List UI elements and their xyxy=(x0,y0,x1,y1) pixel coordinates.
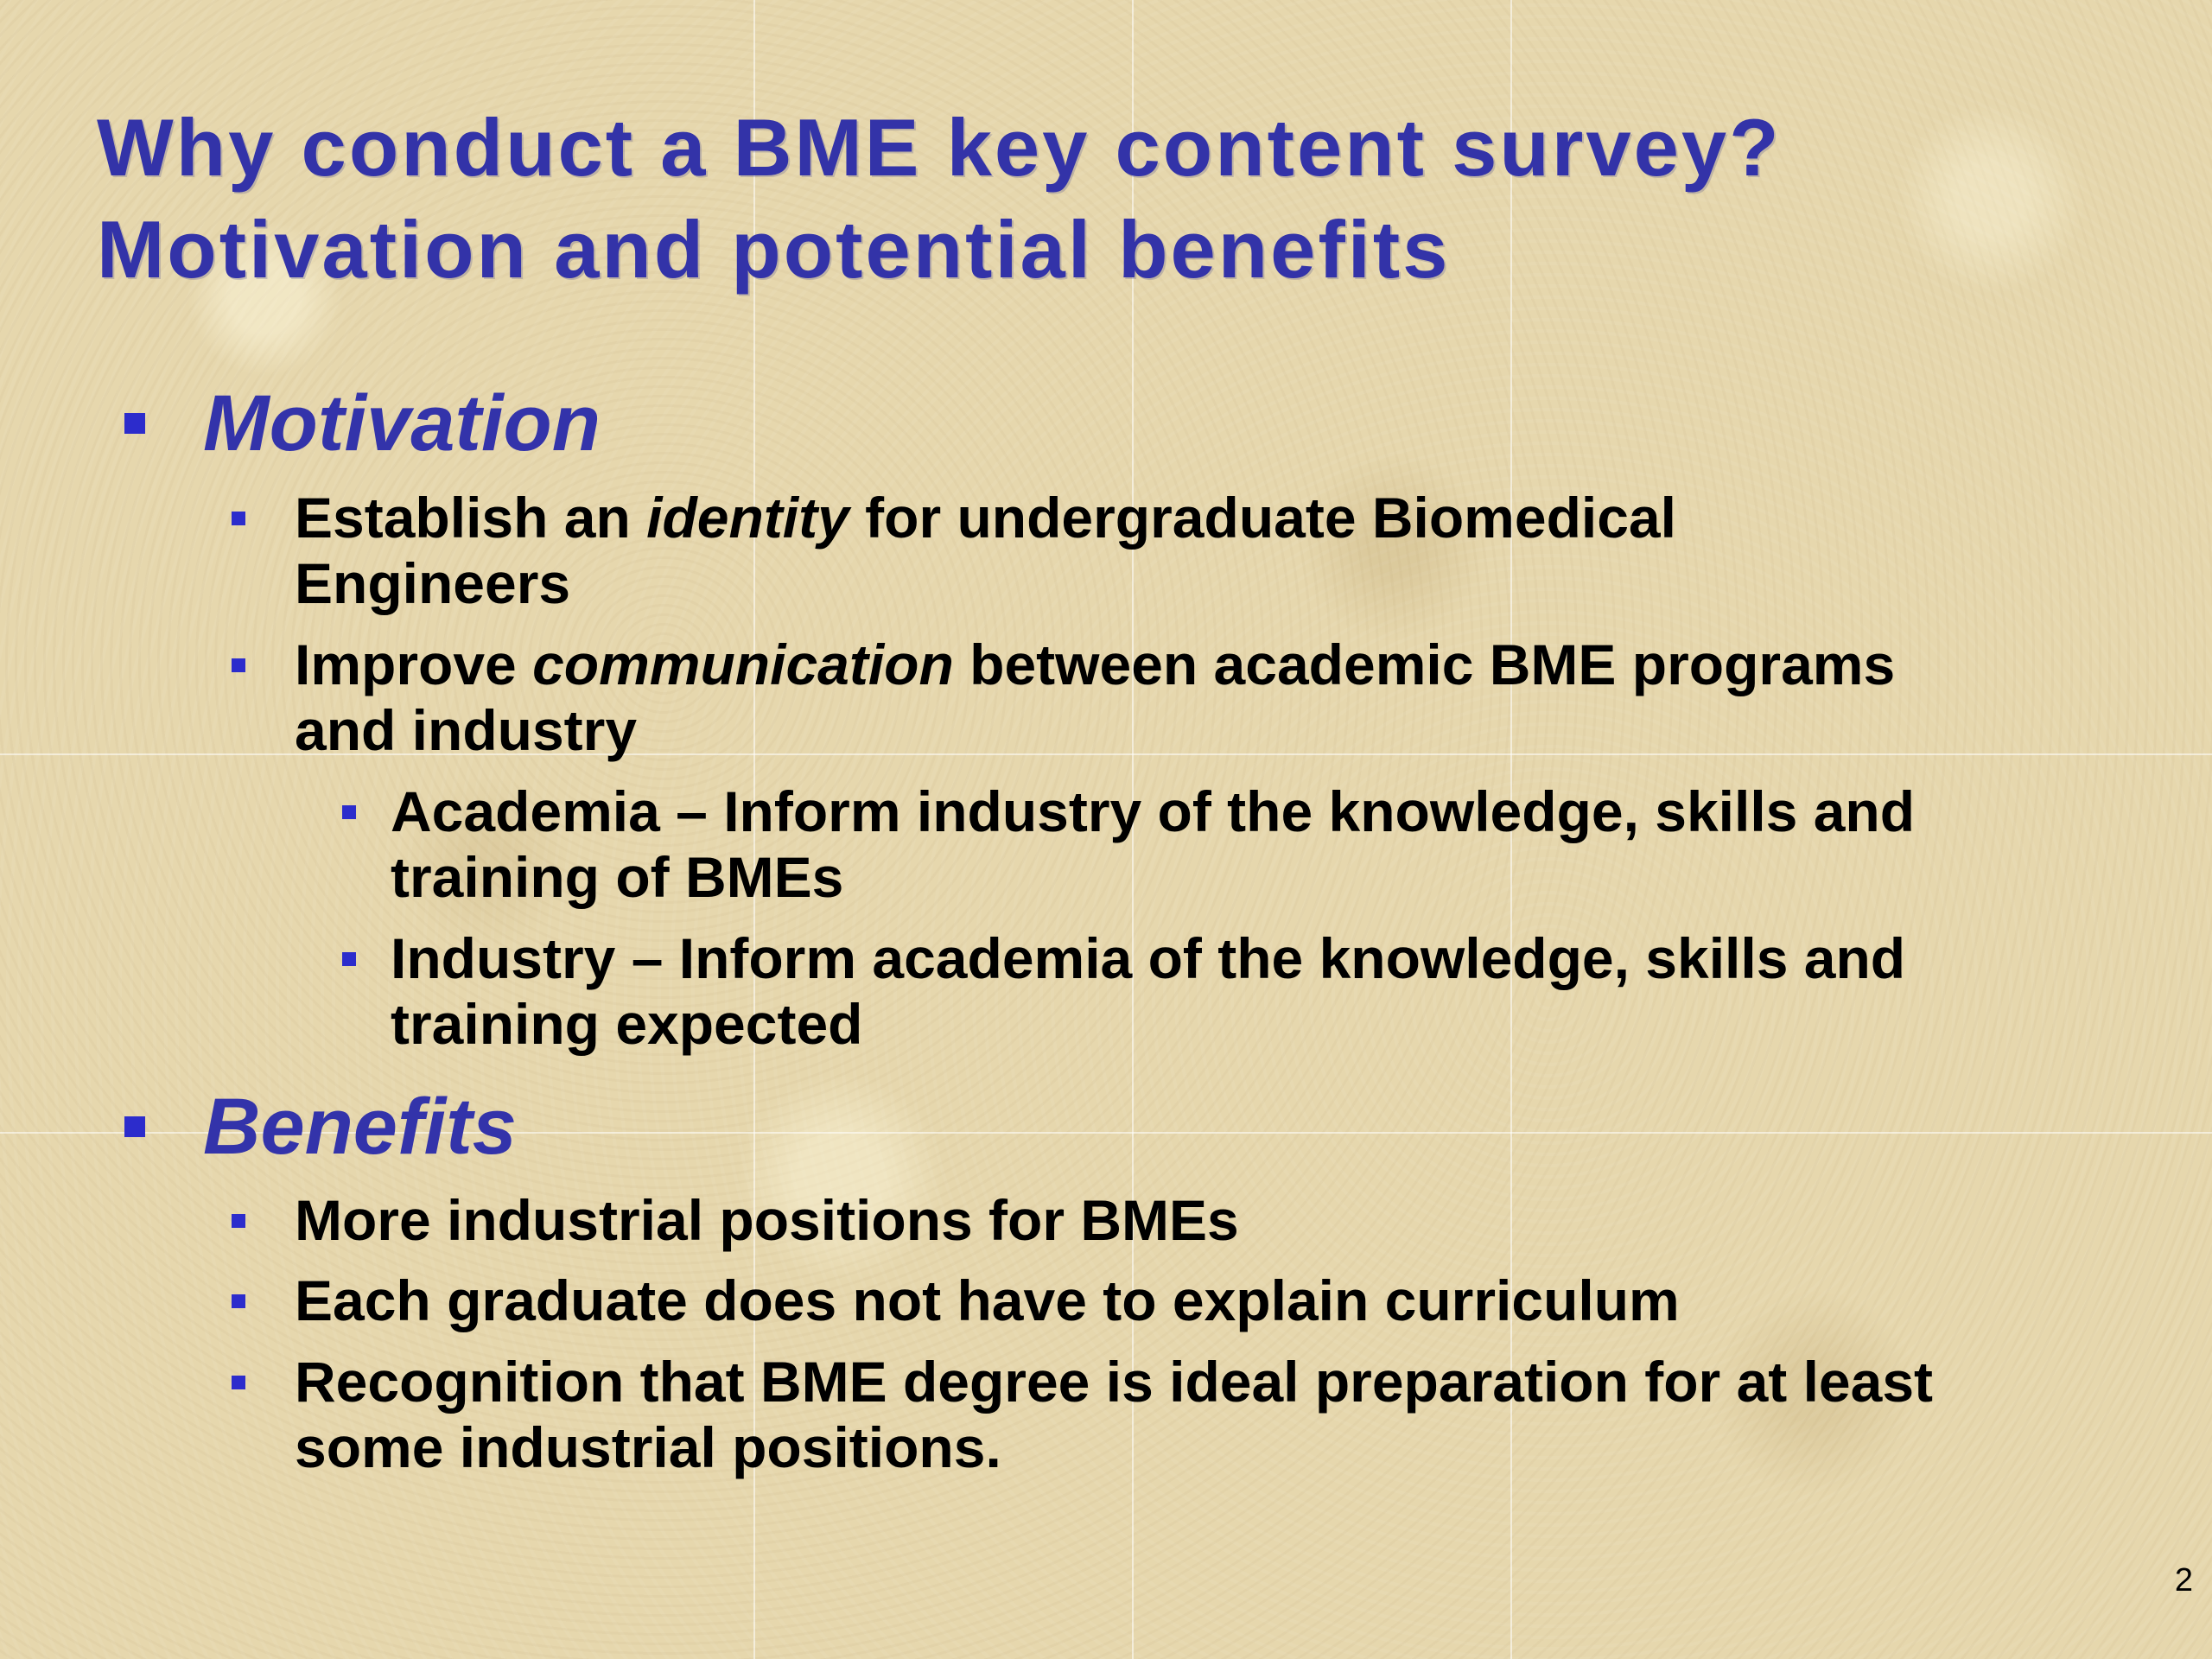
text-line-1: Industry – Inform academia of the knowledge, skills and xyxy=(391,926,1906,990)
motivation-subitem-text xyxy=(391,925,2188,1057)
bullet-square-icon xyxy=(342,952,356,966)
text-line-1: Academia – Inform industry of the knowledge, skills and xyxy=(391,779,1916,843)
bullet-square-icon xyxy=(232,512,245,525)
bullet-square-icon xyxy=(124,413,145,434)
page-number: 2 xyxy=(2174,1562,2193,1599)
text-line-1: Recognition that BME degree is ideal preparation for at least xyxy=(295,1350,1934,1414)
bullet-square-icon xyxy=(232,658,245,672)
benefits-item-text xyxy=(295,1349,2187,1480)
benefits-item-text: Each graduate does not have to explain curriculum xyxy=(295,1268,1680,1332)
text-line-2: training of BMEs xyxy=(391,845,844,909)
text-emphasis: communication xyxy=(532,632,954,696)
text-line-2: training expected xyxy=(391,992,863,1056)
bullet-square-icon xyxy=(342,805,356,819)
text-emphasis: identity xyxy=(646,486,849,550)
bullet-square-icon xyxy=(232,1376,245,1389)
bullet-square-icon xyxy=(232,1214,245,1228)
motivation-heading: Motivation xyxy=(203,379,601,467)
benefits-item-text: More industrial positions for BMEs xyxy=(295,1188,1239,1252)
bullet-square-icon xyxy=(232,1294,245,1308)
motivation-item-text xyxy=(295,632,2152,763)
benefits-heading: Benefits xyxy=(203,1083,517,1171)
text-line-2: Engineers xyxy=(295,551,571,615)
slide-title-line-1: Why conduct a BME key content survey? xyxy=(97,102,1782,193)
text-plain: Improve xyxy=(295,632,533,696)
motivation-subitem-text xyxy=(391,779,2188,910)
slide-title-line-2: Motivation and potential benefits xyxy=(97,204,1451,295)
bullet-square-icon xyxy=(124,1116,145,1137)
text-plain: for undergraduate Biomedical xyxy=(849,486,1676,550)
slide-title xyxy=(97,97,2171,301)
text-line-2: some industrial positions. xyxy=(295,1415,1001,1479)
text-plain: Establish an xyxy=(295,486,647,550)
text-plain: between academic BME programs xyxy=(953,632,1896,696)
motivation-item-text xyxy=(295,485,2109,616)
text-line-2: and industry xyxy=(295,698,638,762)
